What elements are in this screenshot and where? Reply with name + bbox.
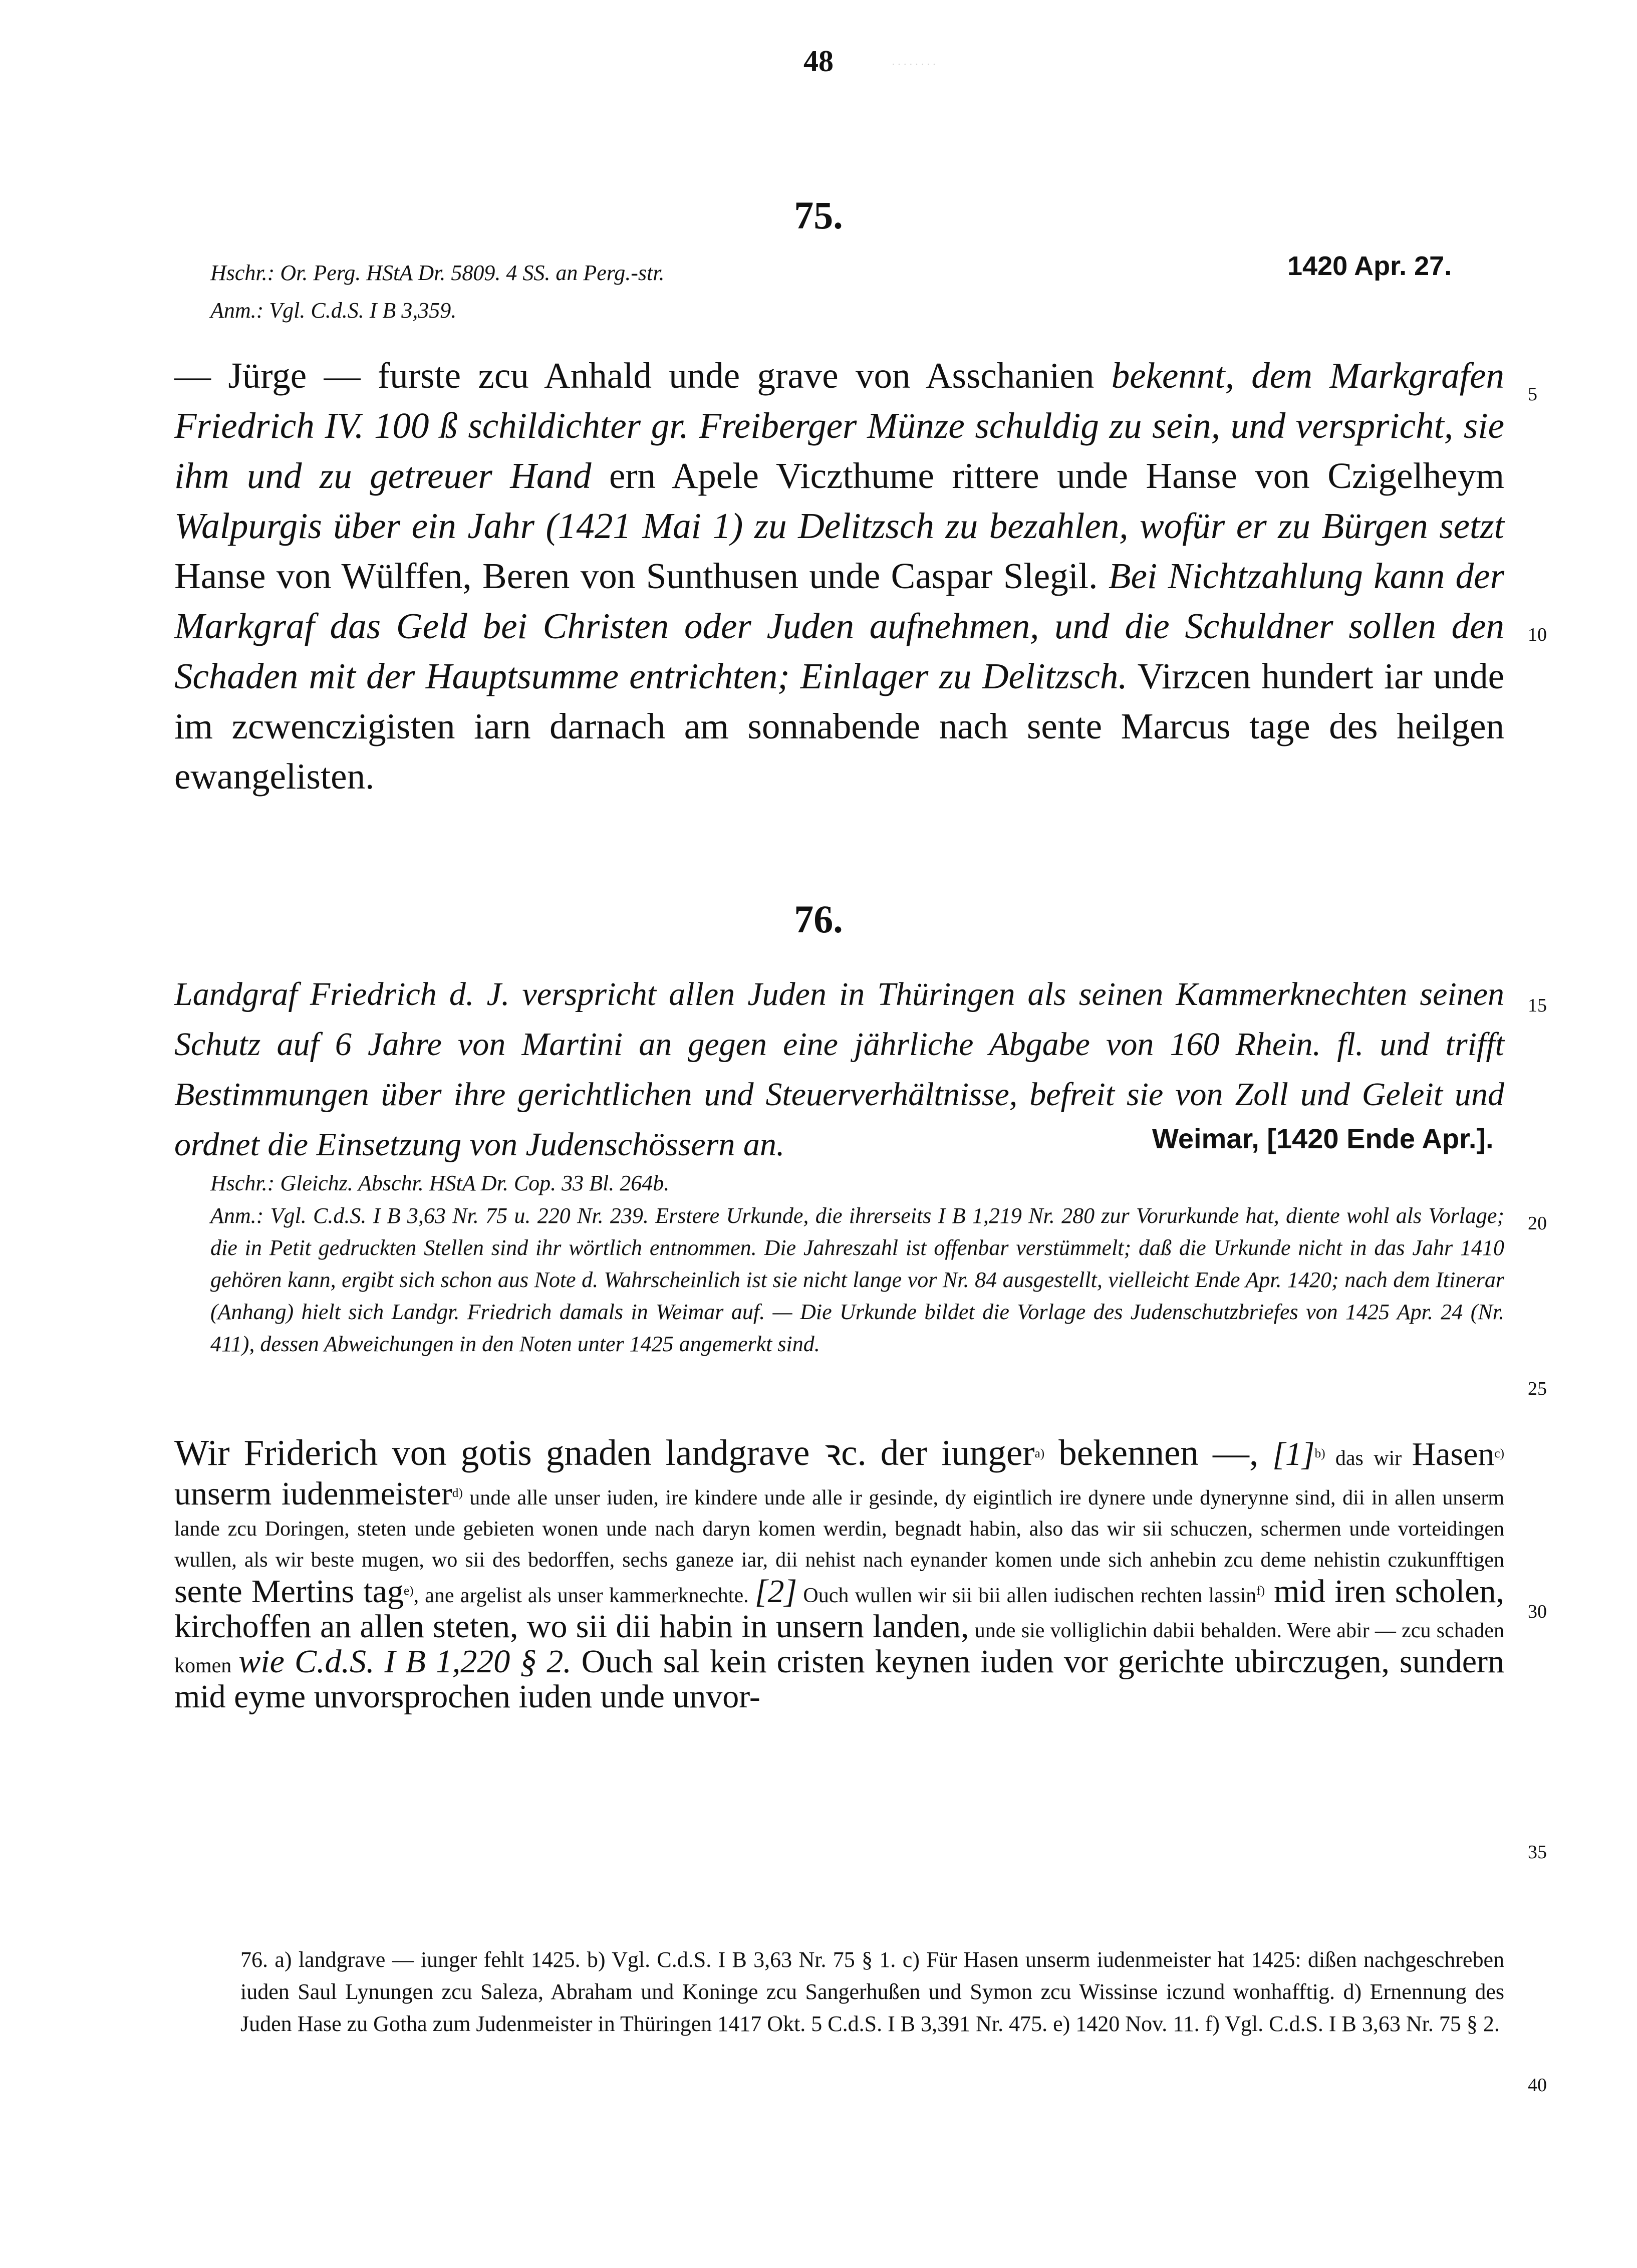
entry-76-text-i: Ouch wullen wir sii bii allen iudischen rechten lassin [797,1584,1257,1607]
entry-76-regest: Landgraf Friedrich d. J. verspricht allen Juden in Thüringen als seinen Kammerknechten seinen Schutz auf 6 Jahre von Martini an gegen eine jährliche Abgabe von 160 Rhein. fl. und trifft Bestimmungen über ihre gerichtlichen und Steuerverhältnisse, befreit sie von Zoll und Geleit und ordnet die Einsetzung von Judenschössern an. [174,976,1504,1163]
entry-75-hschr: Hschr.: Or. Perg. HStA Dr. 5809. 4 SS. an Perg.-str. [210,261,665,285]
entry-76-text-j: mid iren scholen, kirchoffen an allen steten, wo sii dii habin in unsern landen, [174,1573,1504,1645]
line-number: 30 [1528,1601,1547,1622]
note-d-ref: d) [452,1486,463,1500]
entry-75-t2: bekennt, dem Markgrafen Friedrich IV. 100 ß schildichter gr. Freiberger Münze schuldig zu sein, und verspricht, sie ihm und zu getreuer Hand [174,355,1504,496]
entry-76-text-d: Hasen [1412,1436,1495,1472]
entry-76-place-date: Weimar, [1420 Ende Apr.]. [1152,1123,1494,1154]
entry-75-anm: Anm.: Vgl. C.d.S. I B 3,359. [210,298,457,323]
entry-76-text-c: das wir [1325,1447,1412,1470]
entry-75-t4: Walpurgis über ein Jahr (1421 Mai 1) zu Delitzsch zu bezahlen, wofür er zu Bürgen setzt [174,506,1504,546]
entry-75-t7: Virzcen hundert iar unde im zcwenczigisten iarn darnach am sonnabende nach sente Marcus tage des heilgen ewangelisten. [174,656,1504,797]
note-c-ref: c) [1494,1447,1504,1460]
entry-76-hschr: Hschr.: Gleichz. Abschr. HStA Dr. Cop. 33 Bl. 264b. [210,1171,670,1195]
note-a-ref: a) [1034,1447,1045,1460]
entry-76-anm: Anm.: Vgl. C.d.S. I B 3,63 Nr. 75 u. 220 Nr. 239. Erstere Urkunde, die ihrerseits I B 1,219 Nr. 280 zur Vorurkunde hat, diente wohl als Vorlage; die in Petit gedruckten Stellen sind ihr wörtlich entnommen. Die Jahreszahl ist offenbar verstümmelt; daß die Urkunde nicht in das Jahr 1410 gehören kann, ergibt sich schon aus Note d. Wahrscheinlich ist sie nicht lange vor Nr. 84 ausgestellt, vielleicht Ende Apr. 1420; nach dem Itinerar (Anhang) hielt sich Landgr. Friedrich damals in Weimar auf. — Die Urkunde bildet die Vorlage des Judenschutzbriefes von 1425 Apr. 24 (Nr. 411), dessen Abweichungen in den Noten unter 1425 angemerkt sind. [210,1203,1504,1356]
entry-76-text-b: bekennen —, [1044,1432,1273,1473]
note-b-ref: b) [1314,1447,1325,1460]
entry-75-t3: ern Apele Vicztһume rittere unde Hanse von Czigelheym [591,455,1504,496]
entry-76-text-l: wie C.d.S. I B 1,220 § 2. [238,1643,572,1680]
line-number: 35 [1528,1842,1547,1863]
entry-76-text-f: unde alle unser iuden, ire kindere unde alle ir gesinde, dy eigintlich ire dynere unde dynerynne sind, dii in allen unserm lande zcu Doringen, steten unde gebieten wonen unde nach daryn komen werdin, begnadt habin, also das wir sii schuczen, schermen unde vorteidingen wullen, als wir beste mugen, wo sii des bedorffen, sechs ganeze iar, dii nehist nach eynander komen unde sich anhebin zcu deme nehistin czukunfftigen [174,1486,1504,1572]
entry-76-text-h: , ane argelist als unser kammerknechte. [413,1584,755,1607]
entry-76-text-e: unserm iudenmeister [174,1475,452,1512]
entry-75-t1: — Jürge — furste zcu Anhald unde grave von Asschanien [174,355,1112,396]
entry-76-text-k: unde sie volliglichin dabii behalden. Were abir — zcu schaden komen [174,1619,1505,1677]
entry-76-text-g: sente Mertins tag [174,1573,404,1610]
entry-75-date: 1420 Apr. 27. [1287,251,1452,281]
section-1-mark: [1] [1272,1436,1315,1472]
page-number: 48 [803,45,834,78]
line-number: 20 [1528,1213,1547,1234]
note-e-ref: e) [403,1584,414,1598]
entry-75-text [174,351,1504,802]
entry-76-footnotes: 76. a) landgrave — iunger fehlt 1425. b) Vgl. C.d.S. I B 3,63 Nr. 75 § 1. c) Für Hasen unserm iudenmeister hat 1425: dißen nachgeschreben iuden Saul Lynungen zcu Saleza, Abraham und Koninge zcu Sangerhußen und Symon zcu Wissinse iczund wonhafftig. d) Ernennung des Juden Hase zu Gotha zum Judenmeister in Thüringen 1417 Okt. 5 C.d.S. I B 3,391 Nr. 475. e) 1420 Nov. 11. f) Vgl. C.d.S. I B 3,63 Nr. 75 § 2. [240,1947,1504,2036]
line-number: 40 [1528,2075,1547,2096]
line-number: 15 [1528,995,1547,1016]
entry-76-text [174,1428,1504,1716]
entry-76-text-a: Wir Friderich von gotis gnaden landgrave ꝛc. der iunger [174,1432,1035,1473]
line-number: 25 [1528,1378,1547,1399]
entry-75-t6: Bei Nichtzahlung kann der Markgraf das Geld bei Christen oder Juden aufnehmen, und die Schuldner sollen den Schaden mit der Hauptsumme entrichten; Einlager zu Delitzsch. [174,556,1504,696]
page-mark: · · · · · · · · [892,59,936,70]
line-number: 10 [1528,624,1547,645]
line-number: 5 [1528,384,1537,405]
entry-75-number: 75. [794,193,843,237]
section-2-mark: [2] [754,1573,797,1610]
entry-75-t5: Hanse von Wülffen, Beren von Sunthusen unde Caspar Slegil. [174,556,1109,596]
entry-76-number: 76. [794,897,843,941]
entry-76-text-m: Ouch sal kein cristen keynen iuden vor gerichte ubirczugen, sundern mid eyme unvorsprochen iuden unde unvor- [174,1643,1504,1715]
note-f-ref: f) [1256,1584,1265,1598]
